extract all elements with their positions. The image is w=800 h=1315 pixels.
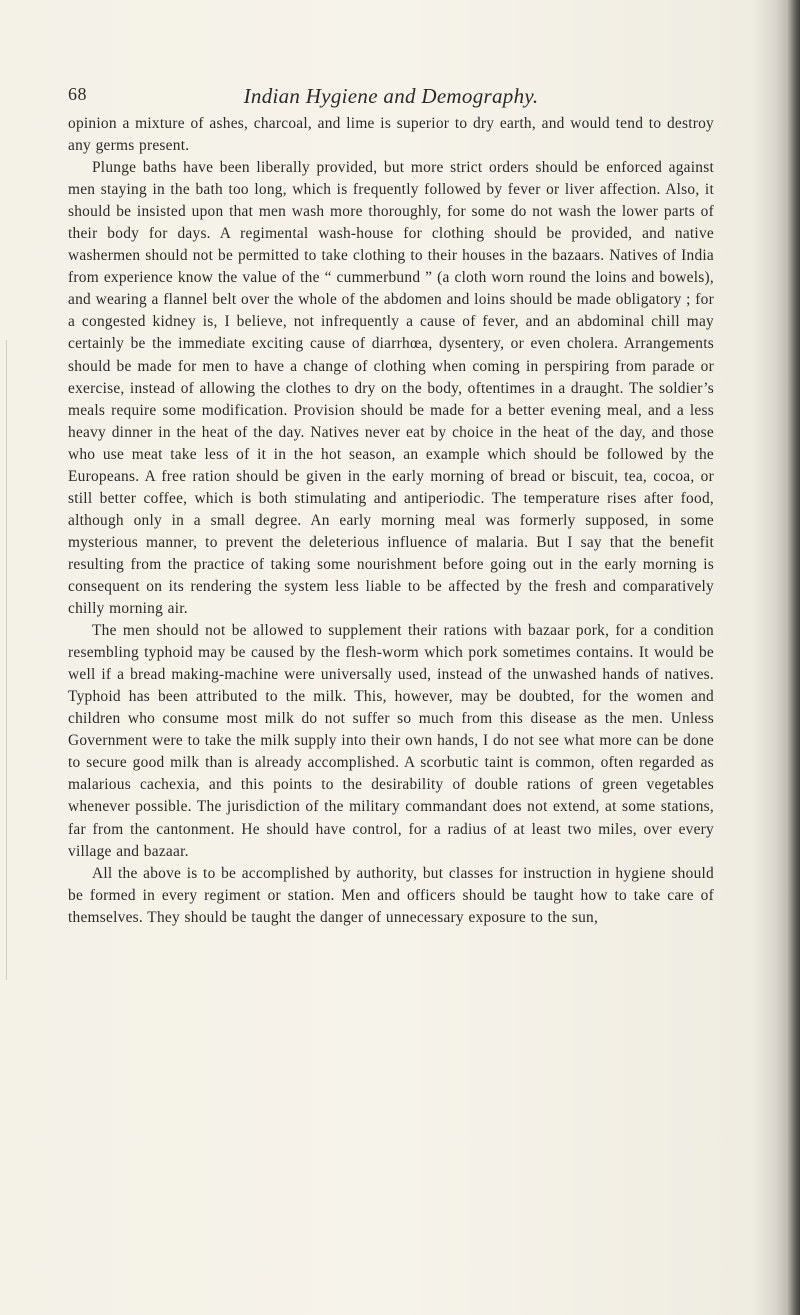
paragraph-1: opinion a mixture of ashes, charcoal, and lime is superior to dry earth, and would tend to destroy any germs present. <box>68 115 714 155</box>
page-header <box>68 84 714 114</box>
paragraph-2: Plunge baths have been liberally provided, but more strict orders should be enforced against men staying in the bath too long, which is frequently followed by fever or liver affection. Also, it should be insisted upon that men wash more thoroughly, for some do not wash the lower parts of their body for days. A regimental wash-house for clothing should be provided, and native washermen should not be permitted to take clothing to their houses in the bazaars. Natives of India from experience know the value of the “ cummerbund ” (a cloth worn round the loins and bowels), and wearing a flannel belt over the whole of the abdomen and loins should be made obligatory ; for a congested kidney is, I believe, not infrequently a cause of fever, and an abdominal chill may certainly be the immediate exciting cause of diarrhœa, dysentery, or even cholera. Arrangements should be made for men to have a change of clothing when coming in perspiring from parade or exercise, instead of allowing the clothes to dry on the body, oftentimes in a draught. The soldier’s meals require some modification. Provision should be made for a better evening meal, and a less heavy dinner in the heat of the day. Natives never eat by choice in the heat of the day, and those who use meat take less of it in the hot season, an example which should be followed by the Europeans. A free ration should be given in the early morning of bread or biscuit, tea, cocoa, or still better coffee, which is both stimulating and antiperiodic. The temperature rises after food, although only in a small degree. An early morning meal was formerly supposed, in some mysterious manner, to prevent the deleterious influence of malaria. But I say that the benefit resulting from the practice of taking some nourishment before going out in the early morning is consequent on its rendering the system less liable to be affected by the fresh and comparatively chilly morning air. <box>68 159 714 618</box>
body-text <box>68 113 714 929</box>
paragraph-4: All the above is to be accomplished by authority, but classes for instruction in hygiene should be formed in every regiment or station. Men and officers should be taught how to take care of themselves. They should be taught the danger of unnecessary exposure to the sun, <box>68 864 714 926</box>
page-edge-shadow <box>786 0 800 1315</box>
page-gutter-line <box>6 340 7 980</box>
page-number: 68 <box>68 84 87 104</box>
running-head: Indian Hygiene and Demography. <box>243 84 539 108</box>
paragraph-3: The men should not be allowed to supplement their rations with bazaar pork, for a condition resembling typhoid may be caused by the flesh-worm which pork sometimes contains. It would be well if a bread making-machine were universally used, instead of the unwashed hands of natives. Typhoid has been attributed to the milk. This, however, may be doubted, for the women and children who consume most milk do not suffer so much from this disease as the men. Unless Government were to take the milk supply into their own hands, I do not see what more can be done to secure good milk than is already accomplished. A scorbutic taint is common, often regarded as malarious cachexia, and this points to the desirability of double rations of green vegetables whenever possible. The jurisdiction of the military commandant does not extend, at some stations, far from the cantonment. He should have control, for a radius of at least two miles, over every village and bazaar. <box>68 622 714 860</box>
